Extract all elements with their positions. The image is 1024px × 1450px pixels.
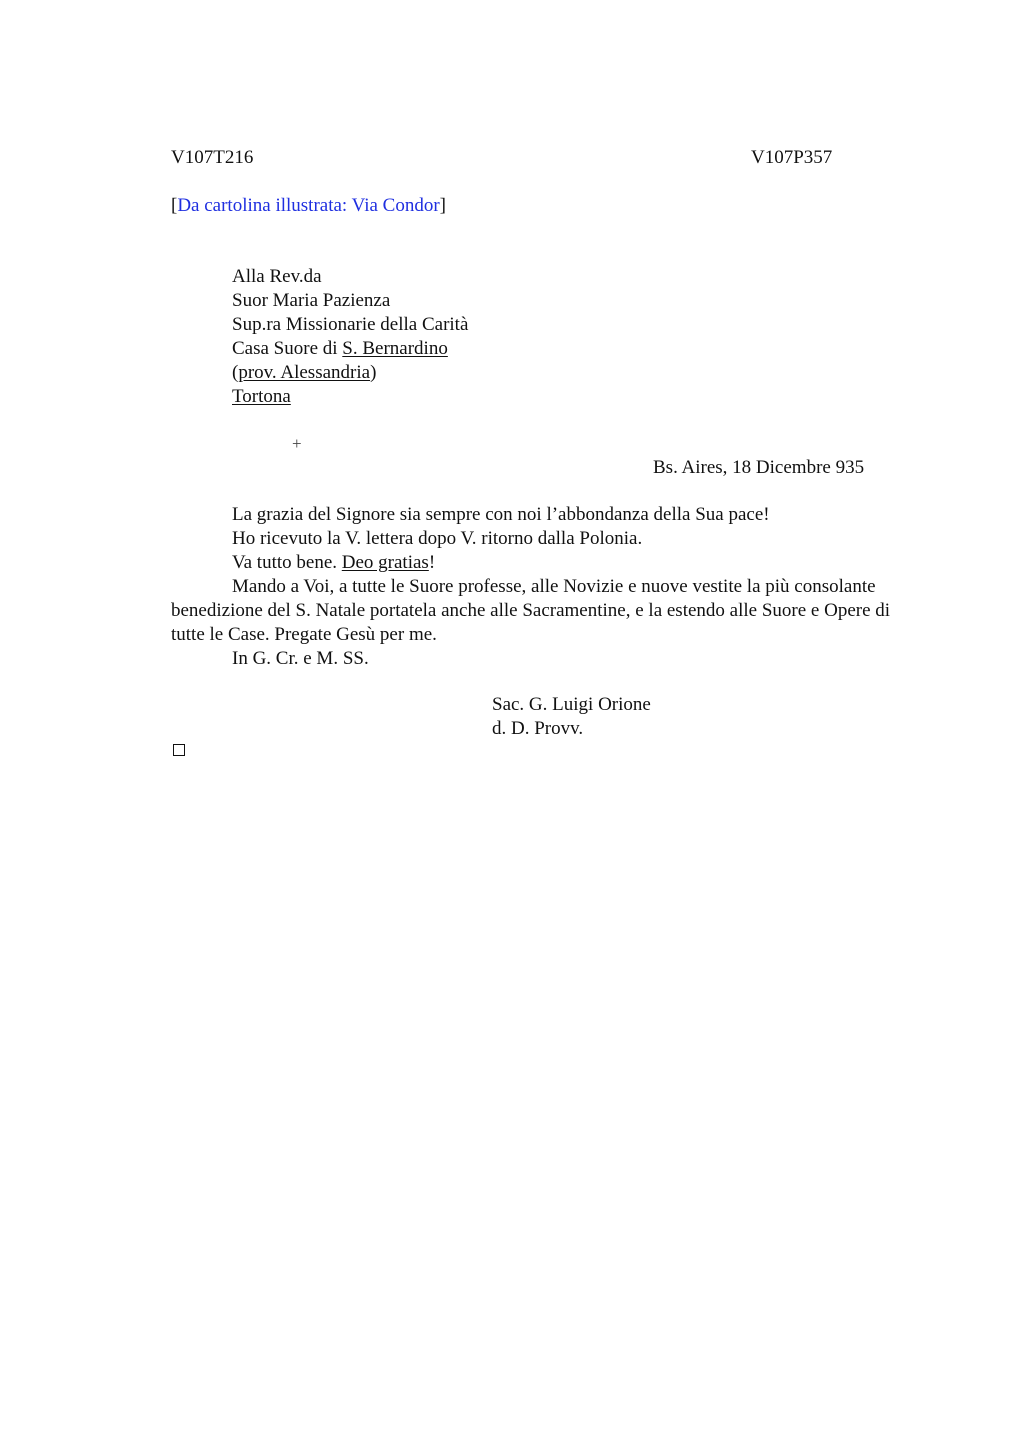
- body-paragraph-5: In G. Cr. e M. SS.: [232, 648, 369, 669]
- document-code-left: V107T216: [171, 147, 254, 168]
- address-city: Tortona: [232, 386, 291, 407]
- body-paragraph-3-prefix: Va tutto bene.: [232, 552, 342, 573]
- address-place: S. Bernardino: [342, 338, 448, 359]
- address-line-2: Suor Maria Pazienza: [232, 290, 391, 311]
- source-note: [171, 194, 446, 218]
- source-note-close-bracket: ]: [439, 195, 446, 216]
- cross-symbol: +: [292, 434, 302, 453]
- address-province: prov. Alessandria: [238, 362, 371, 383]
- body-paragraph-3: [232, 551, 435, 575]
- source-note-text: Da cartolina illustrata: Via Condor: [177, 195, 440, 216]
- body-paragraph-1: La grazia del Signore sia sempre con noi l’abbondanza della Sua pace!: [232, 504, 770, 525]
- address-line-3: Sup.ra Missionarie della Carità: [232, 314, 469, 335]
- document-code-right: V107P357: [751, 147, 833, 168]
- body-paragraph-3-suffix: !: [428, 552, 436, 573]
- address-line-5-open: (: [232, 362, 239, 383]
- address-line-5: [232, 361, 376, 385]
- body-paragraph-4: Mando a Voi, a tutte le Suore professe, alle Novizie e nuove vestite la più consolante benedizione del S. Natale portatela anche alle Sacramentine, e la estendo alle Suore e Opere di tutte le Case. Pregate Gesù per me.: [171, 576, 891, 645]
- end-checkbox-icon: [173, 744, 185, 756]
- signature-line-1: Sac. G. Luigi Orione: [492, 694, 651, 715]
- dateline: Bs. Aires, 18 Dicembre 935: [653, 457, 865, 478]
- source-note-open-bracket: [: [171, 195, 178, 216]
- address-line-5-close: ): [370, 362, 377, 383]
- address-line-4-prefix: Casa Suore di: [232, 338, 343, 359]
- signature-line-2: d. D. Provv.: [492, 718, 584, 739]
- deo-gratias: Deo gratias: [341, 552, 429, 573]
- address-line-4: [232, 337, 448, 361]
- address-line-1: Alla Rev.da: [232, 266, 322, 287]
- body-paragraph-2: Ho ricevuto la V. lettera dopo V. ritorno dalla Polonia.: [232, 528, 643, 549]
